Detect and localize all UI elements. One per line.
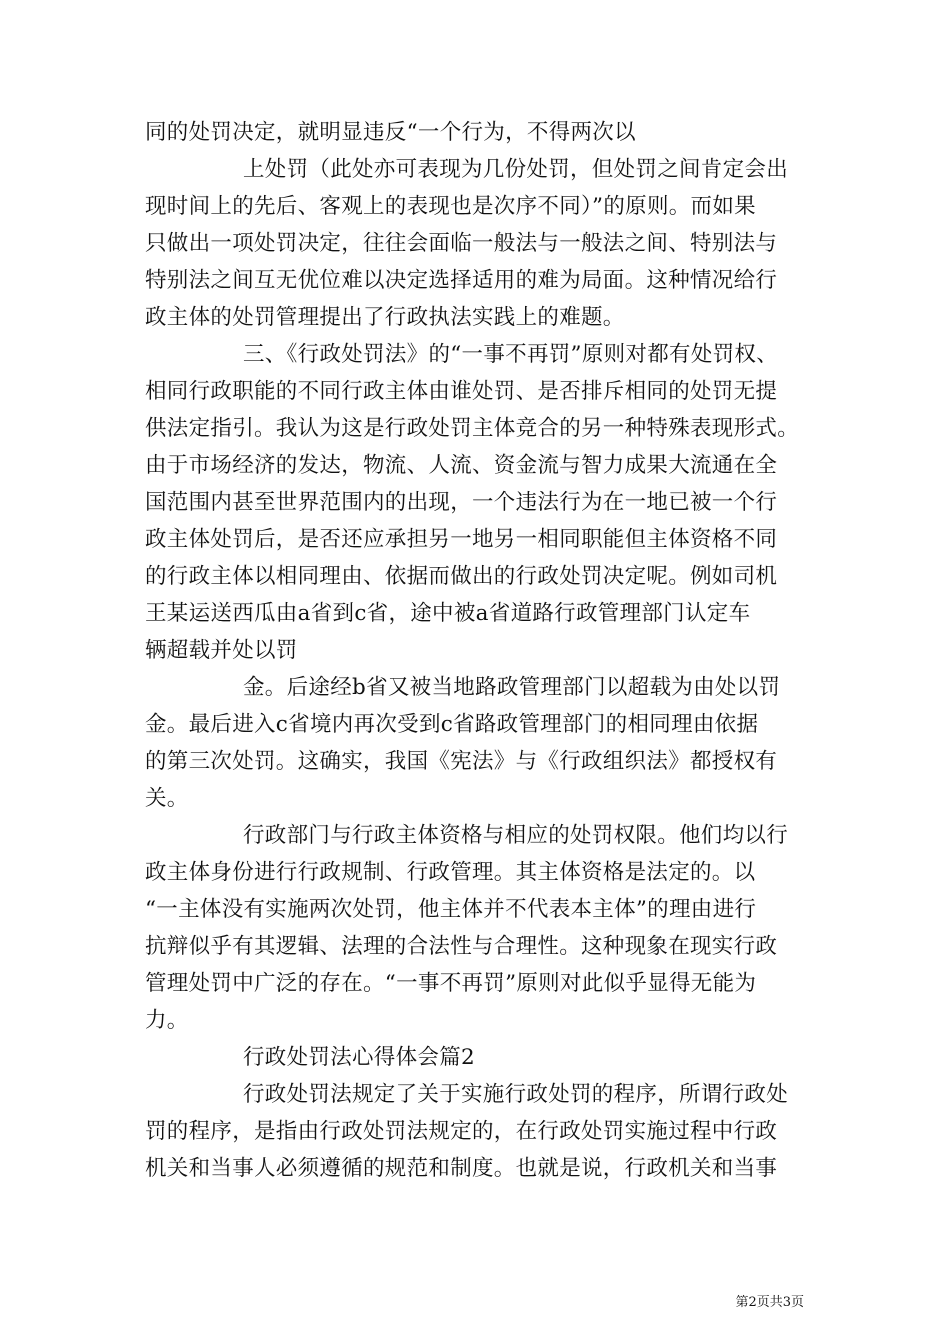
text-line: 政主体的处罚管理提出了行政执法实践上的难题。 xyxy=(145,305,625,330)
text-line: 金。最后进入c省境内再次受到c省路政管理部门的相同理由依据 xyxy=(145,712,759,737)
text-line: 由于市场经济的发达，物流、人流、资金流与智力成果大流通在全 xyxy=(145,453,778,478)
text-line: 同的处罚决定，就明显违反“一个行为，不得两次以 xyxy=(145,120,636,145)
text-line: 管理处罚中广泛的存在。“一事不再罚”原则对此似乎显得无能为 xyxy=(145,971,757,996)
text-line: 特别法之间互无优位难以决定选择适用的难为局面。这种情况给行 xyxy=(145,268,778,293)
text-line: 行政部门与行政主体资格与相应的处罚权限。他们均以行 xyxy=(243,823,789,848)
text-line: 机关和当事人必须遵循的规范和制度。也就是说，行政机关和当事 xyxy=(145,1156,778,1181)
text-line: 王某运送西瓜由a省到c省，途中被a省道路行政管理部门认定车 xyxy=(145,601,751,626)
text-line: 政主体处罚后，是否还应承担另一地另一相同职能但主体资格不同 xyxy=(145,527,778,552)
text-line: 行政处罚法规定了关于实施行政处罚的程序，所谓行政处 xyxy=(243,1082,789,1107)
text-line: 三、《行政处罚法》的“一事不再罚”原则对都有处罚权、 xyxy=(243,342,779,367)
text-line: 的第三次处罚。这确实，我国《宪法》与《行政组织法》都授权有 xyxy=(145,749,778,774)
text-line: 只做出一项处罚决定，往往会面临一般法与一般法之间、特别法与 xyxy=(145,231,778,256)
text-line: 辆超载并处以罚 xyxy=(145,638,298,663)
text-line: 行政处罚法心得体会篇2 xyxy=(243,1045,475,1070)
text-line: “一主体没有实施两次处罚，他主体并不代表本主体”的理由进行 xyxy=(145,897,757,922)
text-line: 关。 xyxy=(145,786,189,811)
body-text xyxy=(145,114,815,1187)
text-line: 国范围内甚至世界范围内的出现，一个违法行为在一地已被一个行 xyxy=(145,490,778,515)
text-line: 政主体身份进行行政规制、行政管理。其主体资格是法定的。以 xyxy=(145,860,756,885)
text-line: 力。 xyxy=(145,1008,189,1033)
page-number: 第2页共3页 xyxy=(735,1295,804,1310)
text-line: 罚的程序，是指由行政处罚法规定的，在行政处罚实施过程中行政 xyxy=(145,1119,778,1144)
text-line: 相同行政职能的不同行政主体由谁处罚、是否排斥相同的处罚无提 xyxy=(145,379,778,404)
text-line: 现时间上的先后、客观上的表现也是次序不同）”的原则。而如果 xyxy=(145,194,756,219)
text-line: 上处罚（此处亦可表现为几份处罚，但处罚之间肯定会出 xyxy=(243,157,789,182)
text-line: 金。后途经b省又被当地路政管理部门以超载为由处以罚 xyxy=(243,675,781,700)
text-line: 抗辩似乎有其逻辑、法理的合法性与合理性。这种现象在现实行政 xyxy=(145,934,778,959)
text-line: 的行政主体以相同理由、依据而做出的行政处罚决定呢。例如司机 xyxy=(145,564,778,589)
text-line: 供法定指引。我认为这是行政处罚主体竞合的另一种特殊表现形式。 xyxy=(145,416,800,441)
